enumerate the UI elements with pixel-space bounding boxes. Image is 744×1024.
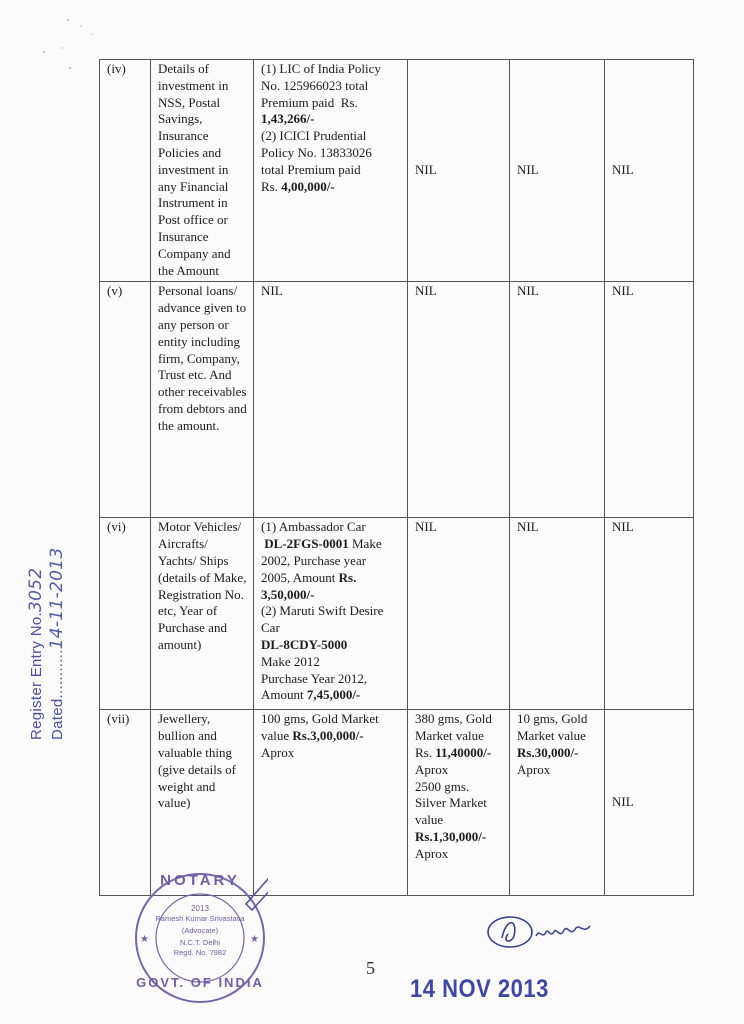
spouse-cell: NIL xyxy=(408,282,510,518)
dependent1-cell: NIL xyxy=(510,282,605,518)
page-number: 5 xyxy=(366,958,375,978)
cell-line: (2) Maruti Swift Desire xyxy=(261,603,384,619)
seal-bottom-text: GOVT. OF INDIA xyxy=(136,975,264,990)
cell-line: Aprox xyxy=(415,845,449,861)
cell-line: Aprox xyxy=(261,744,295,760)
cell-line: 1,43,266/- xyxy=(261,111,315,127)
cell-line: 100 gms, Gold Market xyxy=(261,711,379,727)
cell-line: Make 2012 xyxy=(261,653,320,669)
cell-line: Silver Market xyxy=(415,795,487,811)
svg-text:★: ★ xyxy=(140,934,149,945)
self-cell xyxy=(254,518,408,710)
self-cell xyxy=(254,60,408,282)
cell-line: 2005, Amount Rs. xyxy=(261,569,357,585)
svg-text:★: ★ xyxy=(250,934,259,945)
serial-cell: (vi) xyxy=(100,518,151,710)
cell-line: Market value xyxy=(415,728,484,744)
cell-line: value xyxy=(415,812,444,828)
cell-line: (2) ICICI Prudential xyxy=(261,128,367,144)
cell-line: 2500 gms. xyxy=(415,778,470,794)
seal-role: (Advocate) xyxy=(181,926,219,935)
table-row xyxy=(100,60,694,282)
cell-line: Aprox xyxy=(517,761,551,777)
cell-line: Market value xyxy=(517,728,586,744)
self-cell xyxy=(254,282,408,518)
dependent1-cell: NIL xyxy=(510,60,605,282)
cell-line: Rs. 4,00,000/- xyxy=(261,178,335,194)
spouse-cell: NIL xyxy=(408,60,510,282)
description-cell: Details of investment in NSS, Postal Savings, Insurance Policies and investment in any Financial Instrument in Post office or Insurance Company and the Amount xyxy=(151,60,254,282)
dependent2-cell: NIL xyxy=(605,60,694,282)
seal-year: 2013 xyxy=(191,904,209,913)
seal-name: Ramesh Kumar Srivastava xyxy=(155,914,245,923)
spouse-cell: NIL xyxy=(408,518,510,710)
cell-line: Aprox xyxy=(415,761,449,777)
dependent1-cell: NIL xyxy=(510,518,605,710)
cell-line: 380 gms, Gold xyxy=(415,711,492,727)
register-entry-stamp xyxy=(26,548,68,740)
table-row xyxy=(100,282,694,518)
cell-line: Policy No. 13833026 xyxy=(261,144,372,160)
cell-line: value Rs.3,00,000/- xyxy=(261,728,364,744)
dependent2-cell: NIL xyxy=(605,518,694,710)
seal-regd: Regd. No. 7982 xyxy=(173,948,227,957)
description-cell: Jewellery, bullion and valuable thing (give details of weight and value) xyxy=(151,710,254,896)
register-entry-number: 3052 xyxy=(26,567,46,613)
cell-line: DL-8CDY-5000 xyxy=(261,636,348,652)
notary-seal xyxy=(132,870,268,1006)
cell-line: Rs.30,000/- xyxy=(517,744,579,760)
cell-line: Purchase Year 2012, xyxy=(261,670,368,686)
cell-line: (1) Ambassador Car xyxy=(261,519,366,535)
dependent2-cell: NIL xyxy=(605,282,694,518)
cell-line: 3,50,000/- xyxy=(261,586,315,602)
register-dated-value: 14-11-2013 xyxy=(47,547,67,650)
cell-line: Premium paid Rs. xyxy=(261,94,358,110)
cell-line: Amount 7,45,000/- xyxy=(261,687,361,703)
table-row xyxy=(100,710,694,896)
register-dated-label: Dated........... xyxy=(49,649,66,740)
cell-line: Car xyxy=(261,620,280,636)
cell-line: total Premium paid xyxy=(261,161,361,177)
cell-line: Rs. 11,40000/- xyxy=(415,744,492,760)
cell-line: (1) LIC of India Policy xyxy=(261,61,381,76)
spouse-cell xyxy=(408,710,510,896)
register-entry-label: Register Entry No. xyxy=(28,612,45,740)
serial-cell: (iv) xyxy=(100,60,151,282)
signature xyxy=(484,908,604,958)
description-cell: Motor Vehicles/ Aircrafts/ Yachts/ Ships (details of Make, Registration No. etc, Year of Purchase and amount) xyxy=(151,518,254,710)
cell-line: 10 gms, Gold xyxy=(517,711,588,727)
self-cell xyxy=(254,710,408,896)
serial-cell: (vii) xyxy=(100,710,151,896)
scan-specks xyxy=(40,12,100,72)
dependent1-cell xyxy=(510,710,605,896)
seal-place: N.C.T. Delhi xyxy=(179,938,220,947)
table-row xyxy=(100,518,694,710)
date-stamp: 14 NOV 2013 xyxy=(410,974,549,1003)
dependent2-cell: NIL xyxy=(605,710,694,896)
cell-line: 2002, Purchase year xyxy=(261,552,367,568)
cell-line: DL-2FGS-0001 Make xyxy=(264,536,382,552)
seal-top-text: NOTARY xyxy=(160,872,240,889)
declaration-table xyxy=(99,59,694,896)
serial-cell: (v) xyxy=(100,282,151,518)
cell-line: No. 125966023 total xyxy=(261,77,369,93)
cell-line: Rs.1,30,000/- xyxy=(415,828,487,844)
cell-line: NIL xyxy=(261,283,283,299)
description-cell: Personal loans/ advance given to any person or entity including firm, Company, Trust etc. And other receivables from debtors and the amount. xyxy=(151,282,254,518)
